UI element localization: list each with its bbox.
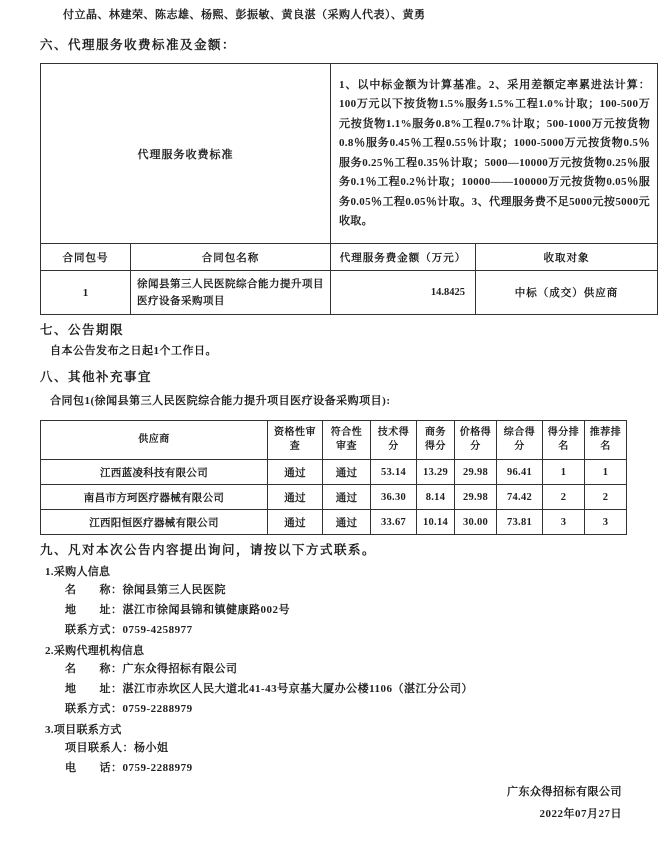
score-rank-cell: 2 — [543, 485, 585, 510]
agency-address-value: 湛江市赤坎区人民大道北41-43号京基大厦办公楼1106（湛江分公司） — [122, 683, 474, 695]
charged-party-cell: 中标（成交）供应商 — [476, 271, 658, 315]
recommend-rank-cell: 1 — [585, 460, 627, 485]
purchaser-address-row — [65, 600, 662, 620]
price-score-cell: 29.98 — [455, 460, 497, 485]
agency-address-label: 地 址： — [65, 683, 123, 695]
supplier-name-cell: 江西蓝凌科技有限公司 — [41, 460, 268, 485]
column-header-price-score: 价格得分 — [455, 421, 497, 460]
total-score-cell: 73.81 — [497, 510, 543, 535]
fee-standard-row — [41, 64, 658, 244]
package-name-cell: 徐闻县第三人民医院综合能力提升项目医疗设备采购项目 — [131, 271, 331, 315]
project-contact-title: 3.项目联系方式 — [45, 724, 122, 736]
fee-table-data-row — [41, 271, 658, 315]
column-header-supplier: 供应商 — [41, 421, 268, 460]
package-no-cell: 1 — [41, 271, 131, 315]
project-person-label: 项目联系人： — [65, 742, 134, 754]
table-row — [41, 510, 627, 535]
purchaser-contact-row — [65, 620, 662, 640]
supplier-name-cell: 江西阳恒医疗器械有限公司 — [41, 510, 268, 535]
package-intro-text: 合同包1(徐闻县第三人民医院综合能力提升项目医疗设备采购项目): — [50, 395, 391, 407]
qualification-cell: 通过 — [268, 510, 323, 535]
column-header-score-rank: 得分排名 — [543, 421, 585, 460]
recommend-rank-cell: 2 — [585, 485, 627, 510]
price-score-cell: 29.98 — [455, 485, 497, 510]
purchaser-address-value: 湛江市徐闻县锦和镇健康路002号 — [122, 604, 290, 616]
fee-table-header-row — [41, 244, 658, 271]
signature-company: 广东众得招标有限公司 — [507, 786, 622, 798]
qualification-cell: 通过 — [268, 485, 323, 510]
purchaser-info-title: 1.采购人信息 — [45, 566, 111, 578]
business-score-cell: 8.14 — [417, 485, 455, 510]
recommend-rank-cell: 3 — [585, 510, 627, 535]
column-header-recommend-rank: 推荐排名 — [585, 421, 627, 460]
supplier-evaluation-table — [40, 420, 627, 535]
technical-score-cell: 36.30 — [371, 485, 417, 510]
agency-name-value: 广东众得招标有限公司 — [122, 663, 238, 675]
technical-score-cell: 33.67 — [371, 510, 417, 535]
agency-address-row — [65, 679, 662, 699]
column-header-technical-score: 技术得分 — [371, 421, 417, 460]
purchaser-name-label: 名 称： — [65, 584, 123, 596]
fee-standard-text-cell: 1、以中标金额为计算基准。2、采用差额定率累进法计算：100万元以下按货物1.5%服务1.5%工程1.0%计取；100-500万元按货物1.1%服务0.8%工程0.7%计取；500-1000万元按货物0.8％服务0.45％工程0.55％计取；1000-5000万元按货物0.5％服务0.25％工程0.35％计取；5000—10000万元按货物0.25％服务0.1％工程0.2％计取；10000——100000万元按货物0.05％服务0.05％工程0.05％计取。3、代理服务费不足5000元按5000元收取。 — [331, 64, 658, 244]
purchaser-contact-value: 0759-4258977 — [122, 624, 193, 636]
total-score-cell: 96.41 — [497, 460, 543, 485]
column-header-conformity-review: 符合性审查 — [323, 421, 371, 460]
project-phone-value: 0759-2288979 — [122, 762, 193, 774]
agency-name-label: 名 称： — [65, 663, 123, 675]
column-header-package-name: 合同包名称 — [131, 244, 331, 271]
section9-heading: 九、凡对本次公告内容提出询问，请按以下方式联系。 — [40, 543, 377, 557]
project-person-row — [65, 738, 662, 758]
fee-standard-label-cell: 代理服务收费标准 — [41, 64, 331, 244]
conformity-cell: 通过 — [323, 485, 371, 510]
evaluators-line: 付立晶、林建荣、陈志雄、杨熙、彭振敏、黄良湛（采购人代表）、黄勇 — [63, 9, 426, 21]
conformity-cell: 通过 — [323, 510, 371, 535]
column-header-qualification-review: 资格性审查 — [268, 421, 323, 460]
column-header-package-no: 合同包号 — [41, 244, 131, 271]
agency-name-row — [65, 659, 662, 679]
agency-contact-row — [65, 699, 662, 719]
signature-date: 2022年07月27日 — [539, 808, 622, 820]
qualification-cell: 通过 — [268, 460, 323, 485]
total-score-cell: 74.42 — [497, 485, 543, 510]
score-table-header-row — [41, 421, 627, 460]
purchaser-contact-label: 联系方式： — [65, 624, 123, 636]
price-score-cell: 30.00 — [455, 510, 497, 535]
agency-info-title: 2.采购代理机构信息 — [45, 645, 145, 657]
technical-score-cell: 53.14 — [371, 460, 417, 485]
column-header-charged-party: 收取对象 — [476, 244, 658, 271]
section8-heading: 八、其他补充事宜 — [40, 370, 153, 384]
business-score-cell: 13.29 — [417, 460, 455, 485]
section6-heading: 六、代理服务收费标准及金额： — [40, 38, 237, 52]
project-phone-label: 电 话： — [65, 762, 123, 774]
announcement-period-text: 自本公告发布之日起1个工作日。 — [50, 345, 217, 357]
purchaser-name-value: 徐闻县第三人民医院 — [122, 584, 226, 596]
agency-contact-value: 0759-2288979 — [122, 703, 193, 715]
conformity-cell: 通过 — [323, 460, 371, 485]
business-score-cell: 10.14 — [417, 510, 455, 535]
score-rank-cell: 3 — [543, 510, 585, 535]
agency-fee-table — [40, 63, 658, 315]
purchaser-address-label: 地 址： — [65, 604, 123, 616]
purchaser-name-row — [65, 580, 662, 600]
table-row — [41, 485, 627, 510]
score-rank-cell: 1 — [543, 460, 585, 485]
column-header-fee-amount: 代理服务费金额（万元） — [331, 244, 476, 271]
table-row — [41, 460, 627, 485]
column-header-total-score: 综合得分 — [497, 421, 543, 460]
section7-heading: 七、公告期限 — [40, 323, 125, 337]
project-person-value: 杨小姐 — [134, 742, 169, 754]
fee-amount-cell: 14.8425 — [331, 271, 476, 315]
column-header-business-score: 商务得分 — [417, 421, 455, 460]
supplier-name-cell: 南昌市方珂医疗器械有限公司 — [41, 485, 268, 510]
project-phone-row — [65, 758, 662, 778]
agency-contact-label: 联系方式： — [65, 703, 123, 715]
